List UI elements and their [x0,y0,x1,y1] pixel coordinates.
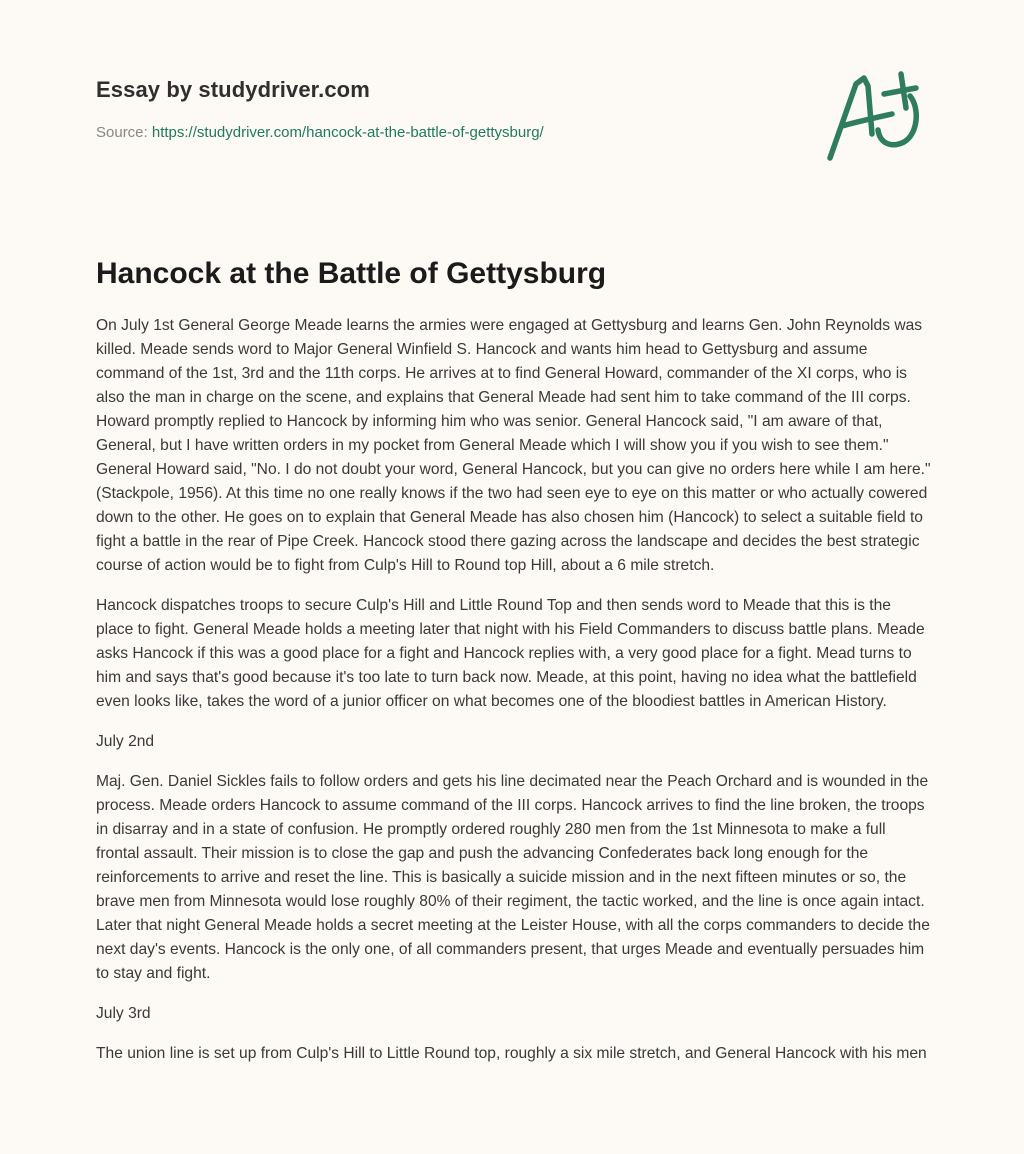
paragraph: The union line is set up from Culp's Hill to Little Round top, roughly a six mile stretch, and General Hancock with his men [96,1045,927,1062]
site-brand: Essay by studydriver.com [96,77,370,102]
paragraph: Maj. Gen. Daniel Sickles fails to follow orders and gets his line decimated near the Peach Orchard and is wounded in the process. Meade orders Hancock to assume command of the III corps. Hancock arrives to find the line broken, the troops in disarray and in a state of confusion. He promptly ordered roughly 280 men from the 1st Minnesota to make a full frontal assault. Their mission is to close the gap and push the advancing Confederates back long enough for the reinforcements to arrive and reset the line. This is basically a suicide mission and in the next fifteen minutes or so, the brave men from Minnesota would lose roughly 80% of their regiment, the tactic worked, and the line is once again intact. Later that night General Meade holds a secret meeting at the Leister House, with all the corps commanders to decide the next day's events. Hancock is the only one, of all commanders present, that urges Meade and eventually persuades him to stay and fight. [96,773,930,982]
source-link[interactable]: https://studydriver.com/hancock-at-the-battle-of-gettysburg/ [151,124,544,141]
document-title: Hancock at the Battle of Gettysburg [96,257,607,290]
section-heading-july-3rd: July 3rd [96,1005,151,1022]
source-label: Source: [96,124,148,141]
a-plus-grade-icon [822,66,930,166]
paragraph: On July 1st General George Meade learns the armies were engaged at Gettysburg and learns Gen. John Reynolds was killed. Meade sends word to Major General Winfield S. Hancock and wants him head to Gettysburg and assume command of the 1st, 3rd and the 11th corps. He arrives at to find General Howard, commander of the XI corps, who is also the man in charge on the scene, and explains that General Meade had sent him to take command of the III corps. Howard promptly replied to Hancock by informing him who was senior. General Hancock said, "I am aware of that, General, but I have written orders in my pocket from General Meade which I will show you if you wish to see them." General Howard said, "No. I do not doubt your word, General Hancock, but you can give no orders here while I am here."(Stackpole, 1956). At this time no one really knows if the two had seen eye to eye on this matter or who actually cowered down to the other. He goes on to explain that General Meade has also chosen him (Hancock) to select a suitable field to fight a battle in the rear of Pipe Creek. Hancock stood there gazing across the landscape and decides the best strategic course of action would be to fight from Culp's Hill to Round top Hill, about a 6 mile stretch. [96,317,931,574]
section-heading-july-2nd: July 2nd [96,733,155,750]
source-line [96,123,796,143]
page-header [96,76,796,143]
paragraph: Hancock dispatches troops to secure Culp's Hill and Little Round Top and then sends word to Meade that this is the place to fight. General Meade holds a meeting later that night with his Field Commanders to discuss battle plans. Meade asks Hancock if this was a good place for a fight and Hancock replies with, a very good place for a fight. Mead turns to him and says that's good because it's too late to turn back now. Meade, at this point, having no idea what the battlefield even looks like, takes the word of a junior officer on what becomes one of the bloodiest battles in American History. [96,597,925,710]
document-body [96,314,932,1082]
